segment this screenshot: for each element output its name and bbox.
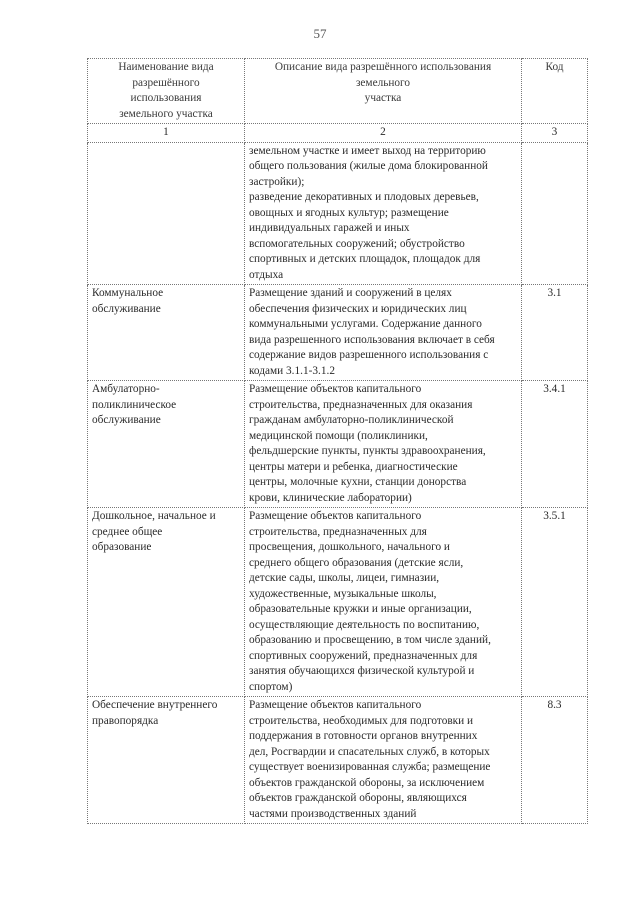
header-description: [245, 59, 522, 124]
description-line: вспомогательных сооружений; обустройство: [249, 237, 465, 250]
description-line: просвещения, дошкольного, начального и: [249, 541, 450, 553]
header-description-line: земельного: [355, 76, 411, 89]
description-line: объектов гражданской обороны, за исключением: [249, 776, 485, 789]
description-line: центры матери и ребенка, диагностические: [249, 460, 458, 473]
description-line: Размещение зданий и сооружений в целях: [249, 287, 452, 299]
description-line: образованию и просвещению, в том числе зданий,: [249, 634, 491, 646]
land-use-code: 3.4.1: [522, 381, 588, 508]
description-line: отдыха: [249, 268, 284, 281]
land-use-table: [87, 58, 588, 824]
table-row: [88, 697, 588, 824]
header-name-line: разрешённого: [132, 76, 200, 89]
page-number: 57: [313, 26, 327, 41]
description-line: содержание видов разрешенного использования с: [249, 349, 489, 361]
description-line: дел, Росгвардии и спасательных служб, в которых: [249, 745, 490, 758]
description-line: художественные, музыкальные школы,: [249, 587, 437, 600]
header-code-line: Код: [545, 61, 564, 73]
description-line: вида разрешенного использования включает в себя: [249, 333, 495, 346]
description-line: поддержания в готовности органов внутренних: [249, 730, 478, 742]
land-use-description: [245, 381, 522, 508]
land-use-name-line: обслуживание: [92, 414, 161, 426]
description-line: центры, молочные кухни, станции донорства: [249, 476, 467, 488]
description-line: крови, клинические лаборатории): [249, 491, 412, 504]
description-line: объектов гражданской обороны, являющихся: [249, 792, 467, 804]
description-line: коммунальными услугами. Содержание данного: [249, 318, 482, 330]
description-line: строительства, предназначенных для оказания: [249, 398, 473, 411]
description-line: овощных и ягодных культур; размещение: [249, 206, 449, 219]
table-row: [88, 508, 588, 697]
column-number: 1: [88, 124, 245, 143]
land-use-description: [245, 142, 522, 285]
table-row: [88, 285, 588, 381]
description-line: медицинской помощи (поликлиники,: [249, 429, 428, 442]
description-line: земельном участке и имеет выход на территорию: [249, 144, 486, 157]
land-use-name-line: образование: [92, 541, 152, 553]
description-line: осуществляющие деятельность по воспитанию,: [249, 618, 480, 631]
column-numbers-row: [88, 124, 588, 143]
description-line: спортом): [249, 680, 293, 693]
land-use-name: [88, 697, 245, 824]
land-use-name-line: Дошкольное, начальное и: [92, 510, 216, 522]
land-use-name-line: обслуживание: [92, 302, 161, 315]
land-use-name: [88, 142, 245, 285]
description-line: общего пользования (жилые дома блокированной: [249, 160, 488, 172]
description-line: детские сады, школы, лицеи, гимназии,: [249, 572, 440, 584]
land-use-code: 3.5.1: [522, 508, 588, 697]
description-line: фельдшерские пункты, пункты здравоохранения,: [249, 445, 486, 457]
land-use-name-line: среднее общее: [92, 525, 163, 538]
table-body: [88, 142, 588, 824]
header-code: [522, 59, 588, 124]
header-name-line: использования: [130, 92, 202, 104]
column-number: 2: [245, 124, 522, 143]
land-use-name: [88, 381, 245, 508]
description-line: существует военизированная служба; размещение: [249, 761, 491, 773]
column-number: 3: [522, 124, 588, 143]
description-line: кодами 3.1.1-3.1.2: [249, 364, 335, 377]
description-line: Размещение объектов капитального: [249, 699, 422, 711]
description-line: образовательные кружки и иные организации,: [249, 603, 472, 615]
land-use-code: 8.3: [522, 697, 588, 824]
table-header: [88, 59, 588, 143]
description-line: индивидуальных гаражей и иных: [249, 222, 410, 234]
description-line: строительства, необходимых для подготовки и: [249, 714, 474, 727]
land-use-description: [245, 697, 522, 824]
description-line: застройки);: [249, 175, 305, 188]
header-description-line: участка: [364, 92, 402, 104]
header-name-line: земельного участка: [119, 107, 213, 120]
land-use-name: [88, 285, 245, 381]
land-use-description: [245, 508, 522, 697]
description-line: обеспечения физических и юридических лиц: [249, 302, 467, 315]
description-line: среднего общего образования (детские ясли,: [249, 556, 464, 569]
land-use-name-line: правопорядка: [92, 714, 159, 727]
header-description-line: Описание вида разрешённого использования: [274, 61, 492, 73]
description-line: занятия обучающихся физической культурой и: [249, 665, 475, 677]
description-line: Размещение объектов капитального: [249, 510, 422, 522]
land-use-description: [245, 285, 522, 381]
description-line: спортивных и детских площадок, площадок для: [249, 253, 481, 265]
description-line: разведение декоративных и плодовых деревьев,: [249, 191, 479, 203]
header-name-line: Наименование вида: [118, 61, 214, 73]
land-use-code: [522, 142, 588, 285]
land-use-name-line: поликлиническое: [92, 398, 177, 411]
table-row: [88, 381, 588, 508]
description-line: строительства, предназначенных для: [249, 525, 427, 538]
header-name: [88, 59, 245, 124]
land-use-name-line: Коммунальное: [92, 287, 164, 299]
description-line: частями производственных зданий: [249, 807, 417, 820]
land-use-code: 3.1: [522, 285, 588, 381]
land-use-name-line: Амбулаторно-: [92, 383, 160, 395]
table-row: [88, 142, 588, 285]
description-line: Размещение объектов капитального: [249, 383, 422, 395]
description-line: спортивных сооружений, предназначенных для: [249, 649, 478, 662]
land-use-name-line: Обеспечение внутреннего: [92, 699, 218, 711]
land-use-name: [88, 508, 245, 697]
description-line: гражданам амбулаторно-поликлинической: [249, 414, 454, 426]
